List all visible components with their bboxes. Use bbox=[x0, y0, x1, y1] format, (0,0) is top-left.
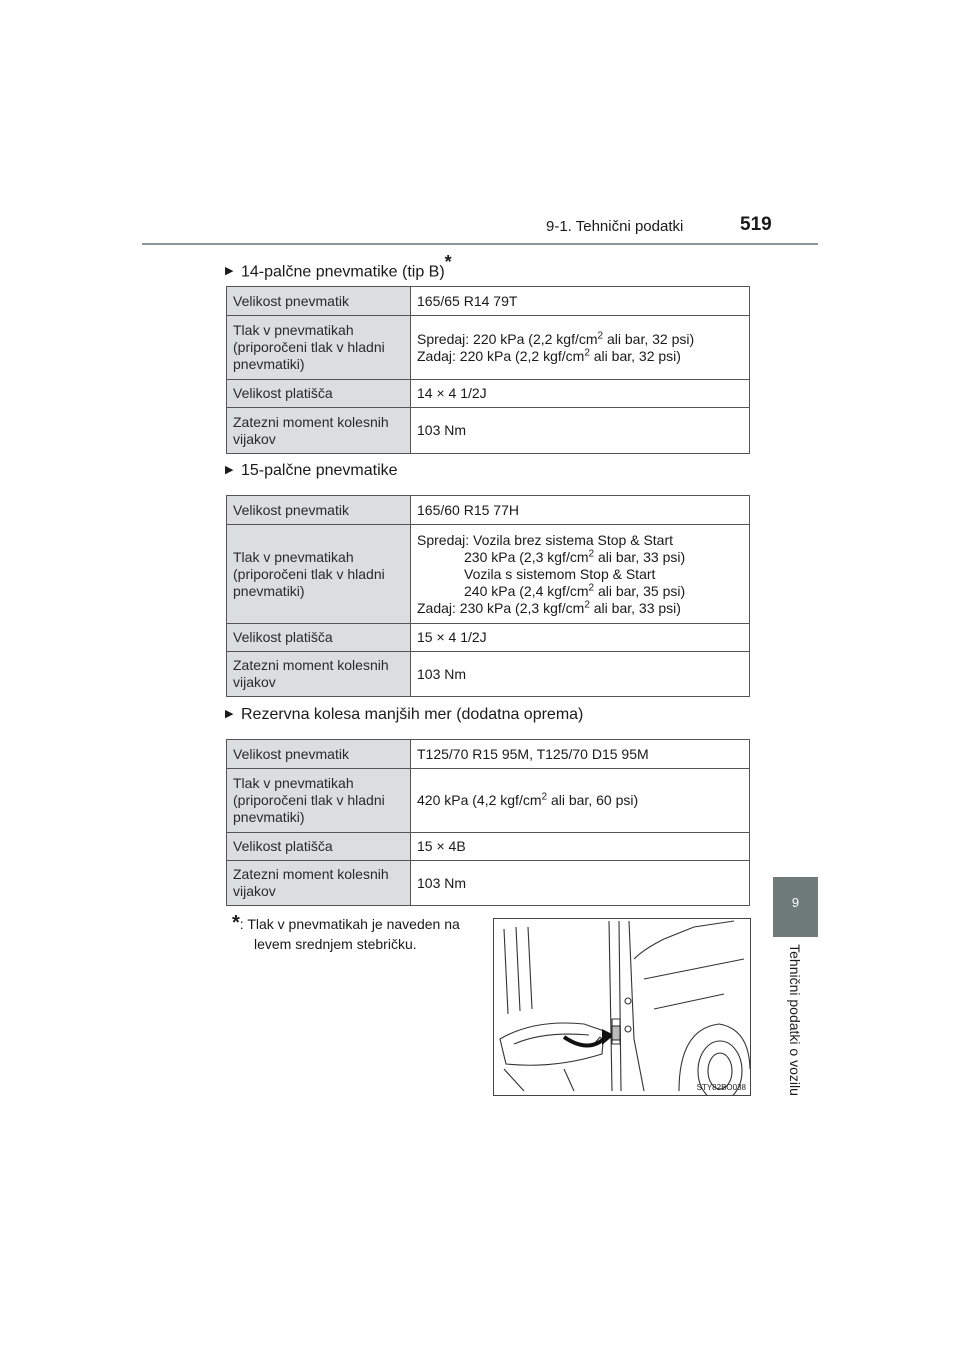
table-row bbox=[227, 408, 750, 454]
value-line: 240 kPa (2,4 kgf/$cm^2$ ali bar, 35 psi) bbox=[464, 581, 686, 599]
door-pillar-illustration bbox=[493, 918, 751, 1096]
row-value: 14 × 4 1/2J bbox=[411, 380, 750, 408]
spec-table-15-inch bbox=[226, 495, 750, 697]
footnote-line: *: Tlak v pnevmatikah je naveden na bbox=[232, 912, 460, 934]
row-label: Velikost platišča bbox=[227, 380, 411, 408]
footnote-line: levem srednjem stebričku. bbox=[254, 936, 417, 952]
chapter-label: Tehnični podatki o vozilu bbox=[787, 944, 803, 1096]
row-label: Velikost platišča bbox=[227, 833, 411, 861]
section-heading-14-inch bbox=[225, 254, 452, 281]
triangle-right-icon: ▶ bbox=[225, 464, 234, 476]
row-value bbox=[411, 316, 750, 380]
chapter-tab bbox=[773, 877, 818, 937]
row-label: Zatezni moment kolesnih vijakov bbox=[227, 861, 411, 906]
table-row bbox=[227, 380, 750, 408]
value-line: Zadaj: 220 kPa (2,2 kgf/$cm^2$ ali bar, 32 psi) bbox=[417, 346, 681, 364]
chapter-number: 9 bbox=[791, 895, 800, 910]
row-value: 103 Nm bbox=[411, 652, 750, 697]
footnote bbox=[232, 913, 460, 954]
row-value: T125/70 R15 95M, T125/70 D15 95M bbox=[411, 740, 750, 769]
row-value: 15 × 4B bbox=[411, 833, 750, 861]
value-line: Vozila s sistemom Stop & Start bbox=[464, 565, 656, 582]
row-label: Velikost platišča bbox=[227, 624, 411, 652]
table-row bbox=[227, 740, 750, 769]
value-line: 420 kPa (4,2 kgf/$cm^2$ ali bar, 60 psi) bbox=[417, 791, 639, 808]
table-row bbox=[227, 769, 750, 833]
table-row bbox=[227, 496, 750, 525]
table-row bbox=[227, 287, 750, 316]
table-row bbox=[227, 652, 750, 697]
table-row bbox=[227, 624, 750, 652]
section-heading-text: 15-palčne pnevmatike bbox=[241, 462, 398, 479]
row-label: Velikost pnevmatik bbox=[227, 496, 411, 525]
table-row bbox=[227, 861, 750, 906]
row-label: Zatezni moment kolesnih vijakov bbox=[227, 408, 411, 454]
section-heading-text: Rezervna kolesa manjših mer (dodatna oprema) bbox=[241, 706, 584, 723]
row-label: Tlak v pnevmatikah (priporočeni tlak v hladni pnevmatiki) bbox=[227, 769, 411, 833]
value-line: Zadaj: 230 kPa (2,3 kgf/$cm^2$ ali bar, 33 psi) bbox=[417, 598, 681, 616]
page-number: 519 bbox=[740, 214, 772, 235]
footnote-mark: * bbox=[232, 912, 240, 934]
row-label: Zatezni moment kolesnih vijakov bbox=[227, 652, 411, 697]
figure-code: STY82BO038 bbox=[696, 1083, 746, 1092]
row-label: Velikost pnevmatik bbox=[227, 287, 411, 316]
row-label: Tlak v pnevmatikah (priporočeni tlak v hladni pnevmatiki) bbox=[227, 525, 411, 624]
value-line: Spredaj: Vozila brez sistema Stop & Start bbox=[417, 531, 674, 548]
row-value bbox=[411, 769, 750, 833]
row-value: 103 Nm bbox=[411, 861, 750, 906]
row-value: 103 Nm bbox=[411, 408, 750, 454]
header-divider bbox=[142, 243, 818, 245]
row-value: 165/65 R14 79T bbox=[411, 287, 750, 316]
triangle-right-icon: ▶ bbox=[225, 265, 234, 278]
row-value: 15 × 4 1/2J bbox=[411, 624, 750, 652]
table-row bbox=[227, 833, 750, 861]
value-line: Spredaj: 220 kPa (2,2 kgf/$cm^2$ ali bar, 32 psi) bbox=[417, 329, 695, 347]
row-value: 165/60 R15 77H bbox=[411, 496, 750, 525]
section-heading-text: 14-palčne pnevmatike (tip B) bbox=[241, 263, 445, 281]
spec-table-14-inch bbox=[226, 286, 750, 454]
triangle-right-icon: ▶ bbox=[225, 708, 234, 720]
section-heading-spare bbox=[225, 706, 583, 724]
table-row bbox=[227, 316, 750, 380]
row-label: Velikost pnevmatik bbox=[227, 740, 411, 769]
spec-table-spare bbox=[226, 739, 750, 906]
footnote-mark: * bbox=[444, 252, 452, 272]
section-heading-15-inch bbox=[225, 462, 398, 480]
row-value bbox=[411, 525, 750, 624]
value-line: 230 kPa (2,3 kgf/$cm^2$ ali bar, 33 psi) bbox=[464, 547, 686, 565]
section-title: 9-1. Tehnični podatki bbox=[546, 218, 684, 235]
car-door-drawing bbox=[494, 919, 750, 1095]
row-label: Tlak v pnevmatikah (priporočeni tlak v hladni pnevmatiki) bbox=[227, 316, 411, 380]
table-row bbox=[227, 525, 750, 624]
